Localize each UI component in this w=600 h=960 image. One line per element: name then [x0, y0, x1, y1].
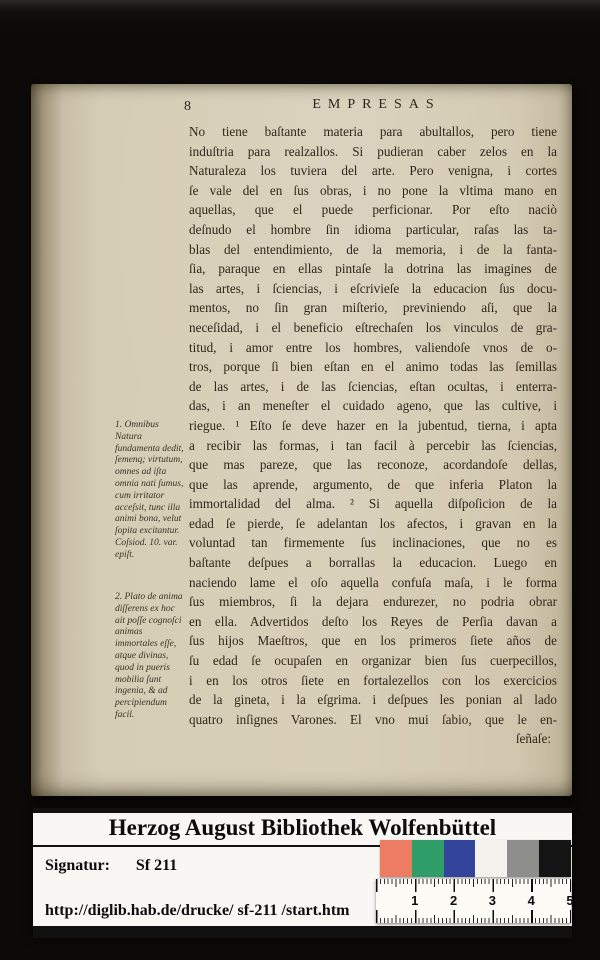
body-text-line: baſtante deſpues a borrallas la educacion. Luego en — [189, 555, 557, 571]
ruler-numbers — [376, 893, 574, 908]
body-text-line: deſnudo el hombre ſin idioma particular, raſas las ta- — [189, 221, 557, 237]
ruler-number: 4 — [527, 893, 535, 908]
body-text-line: a recibir las formas, i tan facil à percebir las ſciencias, — [189, 437, 557, 453]
body-text-line: quatro inſignes Varones. El vno mui ſabio, que le en- — [189, 711, 557, 727]
body-text-line: induſtria para realzallos. Si pudieran caber zelos en la — [189, 143, 557, 159]
library-name: Herzog August Bibliothek Wolfenbüttel — [108, 815, 497, 840]
ruler — [376, 879, 574, 923]
body-text-line: en ella. Advertidos deſto los Reyes de Perſia davan a — [189, 613, 557, 629]
body-text-line: ſia, paraque en ellas pintaſe la dotrina las imagines de — [189, 261, 557, 277]
body-text-line: No tiene baſtante materia para abultallos, pero tiene — [189, 124, 557, 139]
catchword: ſeñaſe: — [515, 731, 551, 747]
running-title: EMPRESAS — [312, 97, 441, 112]
color-patch — [412, 840, 444, 877]
color-patch — [444, 840, 476, 877]
ruler-cm-ticks — [376, 910, 571, 923]
color-patch — [539, 840, 571, 877]
signatur-line — [45, 857, 177, 875]
body-text-line: ſus miembros, ſi la dejara endurezer, no podria obrar — [189, 594, 557, 610]
body-text-line: que mas pareze, que las reconoze, acordandoſe dellas, — [189, 457, 557, 473]
margin-note-1: 1. Omnibus Natura fundamenta dedit, ſemenq; virtutum, omnes ad iſta omnia nati ſumus, cum irritator acceſsit, tunc illa animi bona, velut ſopita excitantur. Coſsiod. 10. var. epiſt. — [115, 420, 184, 560]
color-patch — [380, 840, 412, 877]
body-text-line: blas del entendimiento, de la memoria, i de la fanta- — [189, 241, 557, 257]
ruler-number: 1 — [411, 893, 419, 908]
body-text-line: immortalidad del alma. ² Si aquella diſpoſicion de la — [189, 496, 557, 512]
body-text-line: de las artes, i de las ſciencias, eſtan ocultas, i enterra- — [189, 378, 557, 394]
ruler-number: 2 — [449, 893, 458, 908]
body-text-line: neceſidad, i el beneficio eſtrechaſen los vinculos de gra- — [189, 319, 557, 335]
body-text-line: edad ſe pierde, ſe adelantan los afectos, i gravan en la — [189, 515, 557, 531]
body-text-line: voluntad tan firmemente ſus inclinaciones, que no es — [189, 535, 557, 551]
banner-url: http://diglib.hab.de/drucke/ sf-211 /start.htm — [45, 902, 350, 919]
ruler-cm-ticks — [376, 879, 571, 892]
body-text-line: ſus hijos Maeſtros, que en los primeros ſiete años de — [189, 633, 557, 649]
ruler-number: 3 — [488, 893, 497, 908]
body-text-line: riegue. ¹ Eſto ſe deve hazer en la jubentud, tierna, i apta — [189, 417, 557, 433]
body-text-line: i en los otros ſiete en fortalezellos con los exercicios — [189, 672, 557, 688]
color-calibration-bar — [380, 840, 571, 877]
body-text-line: tros, porque ſi bien eſtan en el animo todas las ſemillas — [189, 359, 557, 375]
color-patch — [475, 840, 507, 877]
signatur-value: Sf 211 — [135, 857, 178, 874]
body-text-line: das, i an meneſter el cuidado ageno, que las cultive, i — [189, 398, 557, 414]
ruler-ticks-top — [376, 879, 571, 892]
body-text — [189, 122, 557, 749]
signatur-label: Signatur: — [45, 857, 110, 874]
margin-note-2: 2. Plato de anima diſſerens ex hoc ait poſſe cognoſci animas immortales eſſe, atque divinas, quod in pueris mobilia ſunt ingenia, & ad percipiendum facil. — [115, 592, 183, 720]
body-text-line: Naturaleza los tuviera del arte. Pero venigna, i cortes — [189, 163, 557, 179]
ruler-number: 5 — [566, 893, 574, 908]
page-number: 8 — [184, 99, 191, 114]
color-patch — [507, 840, 539, 877]
library-banner — [33, 808, 572, 938]
body-text-line: mentos, no ſin gran miſterio, previniendo aſi, que la — [189, 300, 557, 316]
body-text-line: las artes, i ſciencias, i eſcrivieſe la educacion ſus docu- — [189, 280, 557, 296]
body-text-line: que las aprende, argumento, de que inferia Platon la — [189, 476, 557, 492]
book-page — [31, 84, 572, 796]
page-header — [184, 97, 557, 117]
body-text-line: ſe vale del en ſus obras, i no pone la vltima mano en — [189, 182, 557, 198]
body-text-line: titud, i amor entre los hombres, valiendoſe vnos de o- — [189, 339, 557, 355]
body-text-line: naciendo lame el oſo aquella confuſa maſa, i le forma — [189, 574, 557, 590]
body-text-line: aquellas, que el puede perficionar. Por eſto naciò — [189, 202, 557, 218]
ruler-ticks-bottom — [376, 910, 571, 923]
body-text-line: de la gineta, i la eſgrima. i deſpues les ponian al lado — [189, 692, 557, 708]
body-text-line: ſu edad ſe ocupaſen en organizar bien ſus cuerpecillos, — [189, 653, 557, 669]
